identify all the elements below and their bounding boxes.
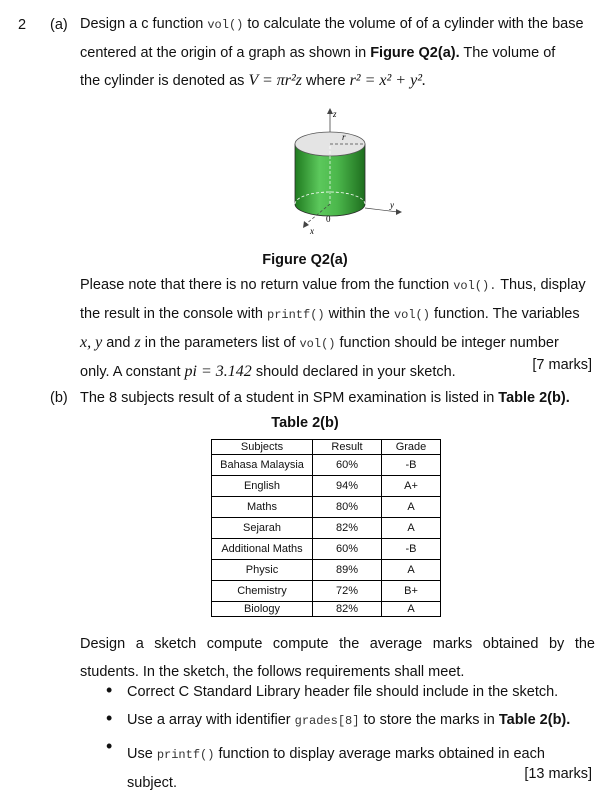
radius-label: r	[342, 132, 346, 142]
table-row	[212, 497, 441, 518]
code-grades: grades[8]	[294, 714, 360, 728]
table-row	[212, 518, 441, 539]
text: the result in the console with	[80, 306, 263, 322]
code-printf: printf()	[156, 748, 215, 762]
cell-grade: B+	[382, 581, 441, 602]
table-row	[212, 560, 441, 581]
part-a-p2-line-3	[80, 329, 592, 358]
cell-grade: -B	[382, 539, 441, 560]
text: where	[306, 73, 346, 89]
text: to store the marks in	[363, 712, 495, 728]
part-b-marks: [13 marks]	[524, 766, 592, 782]
part-a-paragraph-1	[80, 10, 592, 95]
text: in the parameters list of	[144, 335, 296, 351]
origin-label: 0	[326, 214, 331, 224]
part-a-line-3	[80, 67, 592, 95]
formula-volume: V = πr²z	[248, 72, 303, 89]
math-pi: pi = 3.142	[184, 363, 252, 380]
question-number: 2	[18, 17, 27, 33]
header-result: Result	[313, 440, 382, 455]
bullet-icon: •	[106, 708, 113, 728]
part-a-label: (a)	[50, 17, 68, 33]
cell-result: 60%	[313, 539, 382, 560]
code-printf: printf()	[267, 308, 325, 322]
part-a-p2-line-4	[80, 358, 592, 386]
text: Please note that there is no return value from the function	[80, 277, 450, 293]
table-row	[212, 476, 441, 497]
y-axis-arrow	[396, 209, 402, 215]
text: and	[106, 335, 131, 351]
figure-reference: Figure Q2(a).	[370, 45, 460, 61]
bullet-2	[127, 712, 592, 728]
text: The 8 subjects result of a student in SPM examination is listed in	[80, 390, 495, 406]
bullet-icon: •	[106, 736, 113, 756]
cell-result: 72%	[313, 581, 382, 602]
table-row	[212, 539, 441, 560]
header-grade: Grade	[382, 440, 441, 455]
part-a-p2-line-1	[80, 271, 592, 300]
text: subject.	[127, 775, 177, 791]
cell-grade: A	[382, 497, 441, 518]
cell-subject: Biology	[212, 602, 313, 617]
axis-z-label: z	[333, 109, 337, 119]
part-a-p2-line-2	[80, 300, 592, 329]
table-row	[212, 455, 441, 476]
design-line-2: students. In the sketch, the follows requirements shall meet.	[80, 664, 465, 680]
part-a-marks: [7 marks]	[532, 357, 592, 373]
text: the cylinder is denoted as	[80, 73, 245, 89]
table-header-row	[212, 440, 441, 455]
cell-result: 89%	[313, 560, 382, 581]
part-b-intro	[80, 390, 600, 406]
axis-x-label: x	[310, 226, 314, 236]
table-row	[212, 581, 441, 602]
cell-subject: Chemistry	[212, 581, 313, 602]
cell-result: 82%	[313, 602, 382, 617]
math-vars: x, y	[80, 334, 103, 351]
part-a-paragraph-2	[80, 271, 592, 386]
table-row	[212, 602, 441, 617]
cell-grade: A+	[382, 476, 441, 497]
text: centered at the origin of a graph as shown in	[80, 45, 367, 61]
code-vol: vol()	[393, 308, 430, 322]
table-reference: Table 2(b).	[498, 712, 571, 728]
cell-grade: -B	[382, 455, 441, 476]
cell-subject: Bahasa Malaysia	[212, 455, 313, 476]
code-vol: vol()	[299, 337, 336, 351]
text: within the	[328, 306, 390, 322]
cell-grade: A	[382, 560, 441, 581]
cell-grade: A	[382, 602, 441, 617]
text: should declared in your sketch.	[255, 364, 456, 380]
math-var-z: z	[134, 334, 141, 351]
cell-result: 60%	[313, 455, 382, 476]
bullet-icon: •	[106, 680, 113, 700]
cylinder-figure	[270, 104, 420, 244]
text: Use a array with identifier	[127, 712, 291, 728]
cell-subject: Sejarah	[212, 518, 313, 539]
cell-subject: Physic	[212, 560, 313, 581]
cell-result: 94%	[313, 476, 382, 497]
text: to calculate the volume of of a cylinder with the base	[247, 16, 584, 32]
code-vol: vol().	[453, 279, 497, 293]
x-axis-arrow	[303, 221, 309, 228]
text: Thus, display	[500, 277, 586, 293]
code-vol: vol()	[207, 18, 244, 32]
text: Use	[127, 746, 153, 762]
formula-radius: r² = x² + y².	[349, 72, 426, 89]
part-b-label: (b)	[50, 390, 68, 406]
cell-subject: Additional Maths	[212, 539, 313, 560]
figure-caption: Figure Q2(a)	[262, 252, 348, 268]
cell-subject: Maths	[212, 497, 313, 518]
cell-subject: English	[212, 476, 313, 497]
text: Design a c function	[80, 16, 204, 32]
text: function should be integer number	[339, 335, 559, 351]
table-title: Table 2(b)	[271, 415, 339, 431]
text: only. A constant	[80, 364, 181, 380]
text: The volume of	[463, 45, 556, 61]
cell-grade: A	[382, 518, 441, 539]
design-line-1: Design a sketch compute compute the average marks obtained by the	[80, 636, 595, 652]
header-subjects: Subjects	[212, 440, 313, 455]
cell-result: 80%	[313, 497, 382, 518]
text: function to display average marks obtained in each	[218, 746, 545, 762]
part-a-line-1	[80, 10, 592, 39]
part-b-design-text	[80, 630, 595, 686]
bullet-1: Correct C Standard Library header file should include in the sketch.	[127, 684, 559, 700]
axis-y-label: y	[390, 200, 394, 210]
cell-result: 82%	[313, 518, 382, 539]
text: function. The variables	[433, 306, 580, 322]
part-a-line-2	[80, 39, 592, 67]
grades-table	[211, 439, 441, 617]
bullet-3	[127, 740, 592, 797]
table-reference: Table 2(b).	[498, 390, 570, 406]
